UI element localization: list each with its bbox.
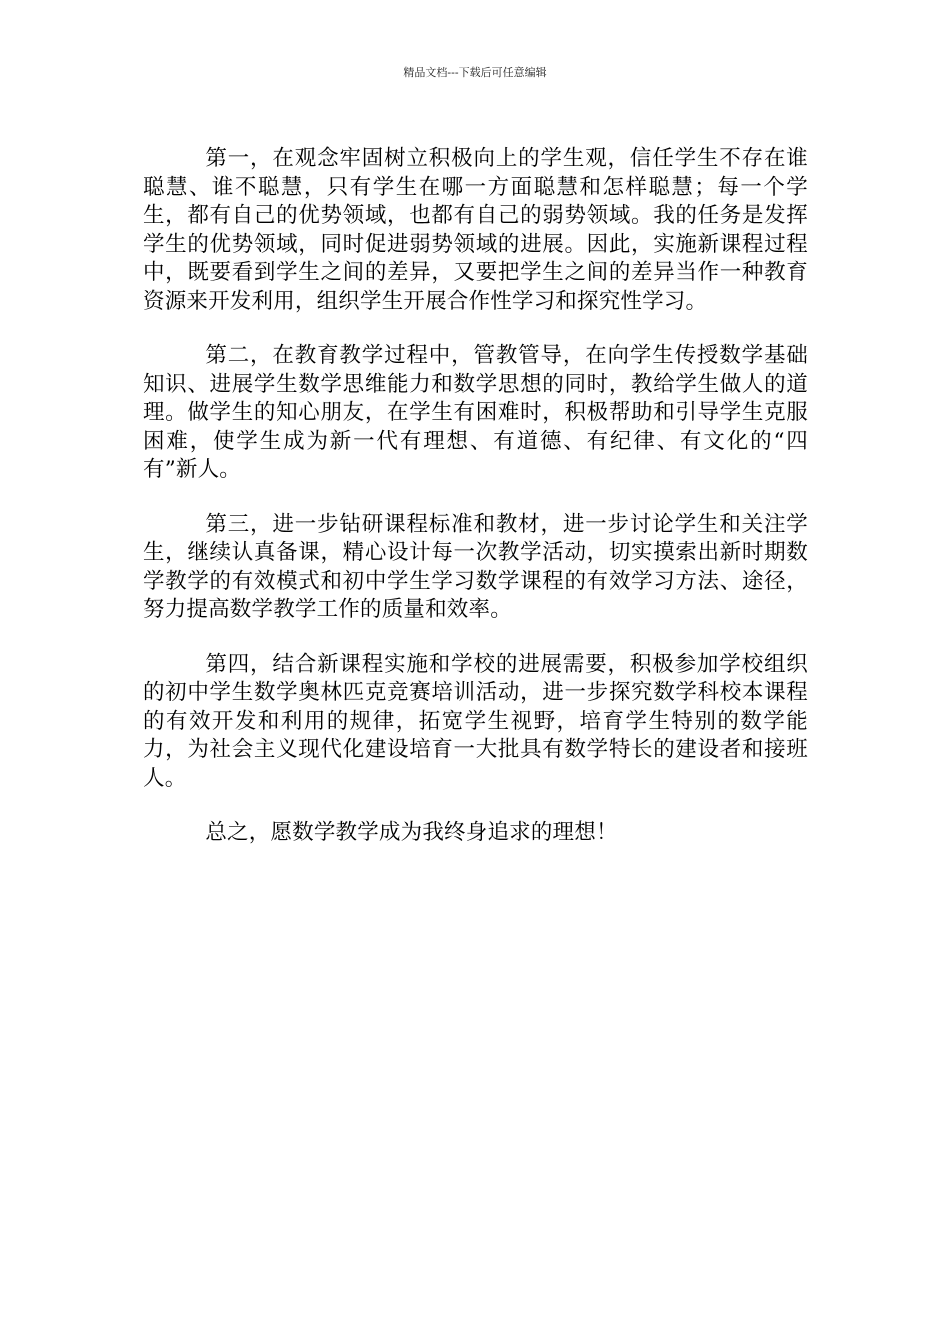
page-header: 精品文档---下载后可任意编辑 (403, 66, 547, 79)
paragraph-fourth: 第四，结合新课程实施和学校的进展需要，积极参加学校组织的初中学生数学奥林匹克竞赛培训活动，进一步探究数学科校本课程的有效开发和利用的规律，拓宽学生视野，培育学生特别的数学能力，为社会主义现代化建设培育一大批具有数学特长的建设者和接班人。 (143, 651, 808, 791)
paragraph-first: 第一，在观念牢固树立积极向上的学生观，信任学生不存在谁聪慧、谁不聪慧，只有学生在哪一方面聪慧和怎样聪慧；每一个学生，都有自己的优势领域，也都有自己的弱势领域。我的任务是发挥学生的优势领域，同时促进弱势领域的进展。因此，实施新课程过程中，既要看到学生之间的差异，又要把学生之间的差异当作一种教育资源来开发利用，组织学生开展合作性学习和探究性学习。 (143, 146, 808, 314)
paragraph-second: 第二，在教育教学过程中，管教管导，在向学生传授数学基础知识、进展学生数学思维能力和数学思想的同时，教给学生做人的道理。做学生的知心朋友，在学生有困难时，积极帮助和引导学生克服困难，使学生成为新一代有理想、有道德、有纪律、有文化的“四有”新人。 (143, 343, 808, 482)
paragraph-conclusion: 总之，愿数学教学成为我终身追求的理想！ (205, 820, 618, 845)
document-body (143, 145, 808, 874)
paragraph-third: 第三，进一步钻研课程标准和教材，进一步讨论学生和关注学生，继续认真备课，精心设计每一次教学活动，切实摸索出新时期数学教学的有效模式和初中学生学习数学课程的有效学习方法、途径，努力提高数学教学工作的质量和效率。 (143, 511, 808, 622)
